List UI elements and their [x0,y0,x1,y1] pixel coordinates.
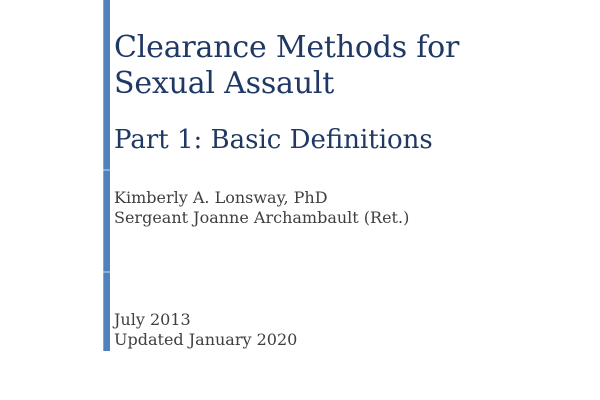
date-block [114,310,514,350]
left-accent-bar [103,0,110,351]
accent-bar-segment-divider [103,271,110,273]
accent-bar-segment-divider [103,169,110,171]
author-name: Kimberly A. Lonsway, PhD [114,188,328,207]
author-name: Sergeant Joanne Archambault (Ret.) [114,208,410,227]
updated-date: Updated January 2020 [114,330,298,349]
publication-date: July 2013 [114,310,191,329]
author-block [114,188,514,228]
slide-title: Clearance Methods for Sexual Assault [114,30,460,101]
slide-subtitle: Part 1: Basic Definitions [114,125,433,155]
